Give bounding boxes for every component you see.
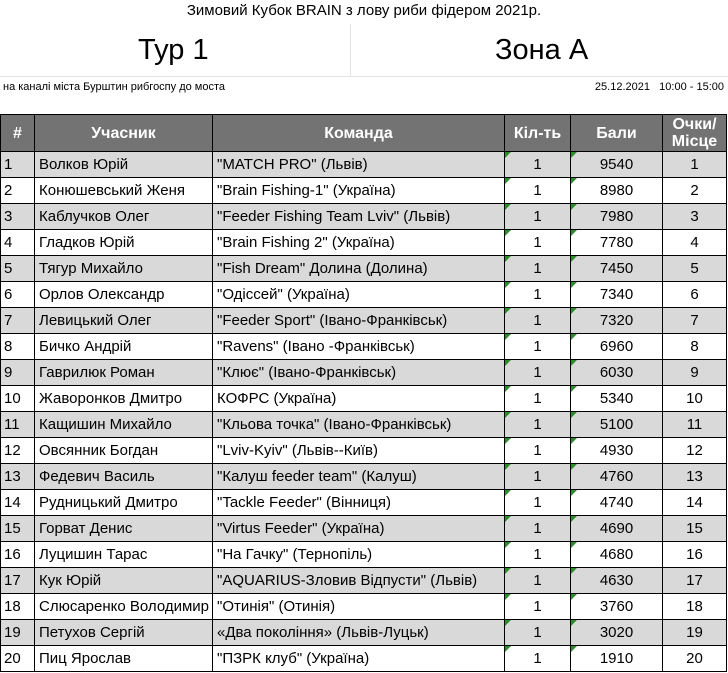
cell-team[interactable]: "AQUARIUS-Зловив Відпусти" (Львів)	[213, 568, 505, 594]
cell-place[interactable]: 9	[663, 360, 727, 386]
cell-participant[interactable]: Гаврилюк Роман	[35, 360, 213, 386]
location-text: на каналі міста Бурштин рибгоспу до моста	[3, 81, 226, 93]
cell-number[interactable]: 15	[1, 516, 35, 542]
cell-points[interactable]: 6030	[571, 360, 663, 386]
cell-place[interactable]: 14	[663, 490, 727, 516]
column-header-number: #	[1, 115, 35, 152]
cell-count[interactable]: 1	[505, 464, 571, 490]
cell-participant[interactable]: Орлов Олександр	[35, 282, 213, 308]
cell-count[interactable]: 1	[505, 204, 571, 230]
cell-place[interactable]: 11	[663, 412, 727, 438]
cell-team[interactable]: "Tackle Feeder" (Вінниця)	[213, 490, 505, 516]
table-row	[1, 360, 727, 386]
cell-count[interactable]: 1	[505, 360, 571, 386]
cell-team[interactable]: "Lviv-Kyiv" (Львів--Київ)	[213, 438, 505, 464]
cell-number[interactable]: 3	[1, 204, 35, 230]
table-row	[1, 230, 727, 256]
cell-place[interactable]: 13	[663, 464, 727, 490]
cell-count[interactable]: 1	[505, 412, 571, 438]
cell-team[interactable]: "Кльова точка" (Івано-Франківськ)	[213, 412, 505, 438]
cell-points[interactable]: 7780	[571, 230, 663, 256]
cell-number[interactable]: 14	[1, 490, 35, 516]
cell-count[interactable]: 1	[505, 646, 571, 672]
zone-label: Зона А	[495, 34, 589, 66]
cell-number[interactable]: 18	[1, 594, 35, 620]
cell-points[interactable]: 6960	[571, 334, 663, 360]
cell-points[interactable]: 7450	[571, 256, 663, 282]
cell-participant[interactable]: Слюсаренко Володимир	[35, 594, 213, 620]
cell-points[interactable]: 5100	[571, 412, 663, 438]
cell-count[interactable]: 1	[505, 256, 571, 282]
cell-team[interactable]: "MATCH PRO" (Львів)	[213, 152, 505, 178]
cell-team[interactable]: "Ravens" (Івано -Франківськ)	[213, 334, 505, 360]
table-row	[1, 386, 727, 412]
table-row	[1, 438, 727, 464]
table-row	[1, 152, 727, 178]
cell-number[interactable]: 5	[1, 256, 35, 282]
cell-number[interactable]: 9	[1, 360, 35, 386]
cell-team[interactable]: "Отинія" (Отинія)	[213, 594, 505, 620]
cell-count[interactable]: 1	[505, 178, 571, 204]
cell-place[interactable]: 7	[663, 308, 727, 334]
cell-participant[interactable]: Бичко Андрій	[35, 334, 213, 360]
cell-points[interactable]: 4930	[571, 438, 663, 464]
table-row	[1, 464, 727, 490]
cell-participant[interactable]: Федевич Василь	[35, 464, 213, 490]
cell-place[interactable]: 4	[663, 230, 727, 256]
column-header-points: Бали	[571, 115, 663, 152]
cell-team[interactable]: «Два покоління» (Львів-Луцьк)	[213, 620, 505, 646]
table-row	[1, 594, 727, 620]
cell-points[interactable]: 8980	[571, 178, 663, 204]
cell-number[interactable]: 2	[1, 178, 35, 204]
table-row	[1, 568, 727, 594]
cell-points[interactable]: 4680	[571, 542, 663, 568]
cell-team[interactable]: "Калуш feeder team" (Калуш)	[213, 464, 505, 490]
cell-participant[interactable]: Конюшевський Женя	[35, 178, 213, 204]
cell-number[interactable]: 6	[1, 282, 35, 308]
cell-team[interactable]: "Feeder Sport" (Івано-Франківськ)	[213, 308, 505, 334]
cell-participant[interactable]: Тягур Михайло	[35, 256, 213, 282]
cell-team[interactable]: "Клює" (Івано-Франківськ)	[213, 360, 505, 386]
cell-count[interactable]: 1	[505, 282, 571, 308]
cell-participant[interactable]: Горват Денис	[35, 516, 213, 542]
cell-team[interactable]: "Одіссей" (Україна)	[213, 282, 505, 308]
table-row	[1, 646, 727, 672]
table-body	[1, 152, 727, 672]
cell-participant[interactable]: Волков Юрій	[35, 152, 213, 178]
date-time	[595, 81, 724, 93]
cell-place[interactable]: 20	[663, 646, 727, 672]
date-text: 25.12.2021	[594, 81, 650, 93]
cell-place[interactable]: 19	[663, 620, 727, 646]
cell-count[interactable]: 1	[505, 152, 571, 178]
table-row	[1, 308, 727, 334]
cell-count[interactable]: 1	[505, 516, 571, 542]
cell-team[interactable]: "Brain Fishing 2" (Україна)	[213, 230, 505, 256]
header-divider-vertical	[350, 24, 351, 76]
cell-participant[interactable]: Рудницький Дмитро	[35, 490, 213, 516]
cell-place[interactable]: 2	[663, 178, 727, 204]
cell-participant[interactable]: Луцишин Тарас	[35, 542, 213, 568]
cell-count[interactable]: 1	[505, 490, 571, 516]
table-row	[1, 256, 727, 282]
cell-team[interactable]: "Fish Dream" Долина (Долина)	[213, 256, 505, 282]
cell-team[interactable]: "Brain Fishing-1" (Україна)	[213, 178, 505, 204]
column-header-place-label: Очки/ Місце	[671, 116, 718, 150]
column-header-place	[663, 115, 727, 152]
cell-count[interactable]: 1	[505, 542, 571, 568]
cell-points[interactable]: 3020	[571, 620, 663, 646]
cell-participant[interactable]: Левицький Олег	[35, 308, 213, 334]
table-header-row	[1, 115, 727, 152]
cell-number[interactable]: 1	[1, 152, 35, 178]
cell-place[interactable]: 1	[663, 152, 727, 178]
cell-points[interactable]: 4630	[571, 568, 663, 594]
table-row	[1, 282, 727, 308]
table-row	[1, 412, 727, 438]
cell-participant[interactable]: Жаворонков Дмитро	[35, 386, 213, 412]
cell-place[interactable]: 16	[663, 542, 727, 568]
table-row	[1, 490, 727, 516]
cell-points[interactable]: 5340	[571, 386, 663, 412]
results-table	[0, 114, 727, 672]
column-header-count: Кіл-ть	[505, 115, 571, 152]
cell-number[interactable]: 12	[1, 438, 35, 464]
cell-place[interactable]: 10	[663, 386, 727, 412]
cell-place[interactable]: 8	[663, 334, 727, 360]
cell-place[interactable]: 5	[663, 256, 727, 282]
table-row	[1, 620, 727, 646]
cell-team[interactable]: "На Гачку" (Тернопіль)	[213, 542, 505, 568]
cell-points[interactable]: 4760	[571, 464, 663, 490]
cell-number[interactable]: 19	[1, 620, 35, 646]
cell-participant[interactable]: Петухов Сергій	[35, 620, 213, 646]
cell-team[interactable]: "Virtus Feeder" (Україна)	[213, 516, 505, 542]
column-header-participant: Учасник	[35, 115, 213, 152]
cell-place[interactable]: 15	[663, 516, 727, 542]
cell-count[interactable]: 1	[505, 386, 571, 412]
cell-number[interactable]: 10	[1, 386, 35, 412]
cell-count[interactable]: 1	[505, 308, 571, 334]
cell-number[interactable]: 20	[1, 646, 35, 672]
cell-count[interactable]: 1	[505, 438, 571, 464]
table-row	[1, 516, 727, 542]
table-row	[1, 204, 727, 230]
page-title: Зимовий Кубок BRAIN з лову риби фідером 2021р.	[186, 2, 542, 19]
cell-points[interactable]: 4690	[571, 516, 663, 542]
cell-participant[interactable]: Кащишин Михайло	[35, 412, 213, 438]
cell-count[interactable]: 1	[505, 568, 571, 594]
cell-count[interactable]: 1	[505, 334, 571, 360]
cell-team[interactable]: "ПЗРК клуб" (Україна)	[213, 646, 505, 672]
table-row	[1, 334, 727, 360]
cell-place[interactable]: 17	[663, 568, 727, 594]
cell-number[interactable]: 4	[1, 230, 35, 256]
cell-place[interactable]: 6	[663, 282, 727, 308]
column-header-team: Команда	[213, 115, 505, 152]
tour-label: Тур 1	[138, 34, 209, 66]
cell-place[interactable]: 18	[663, 594, 727, 620]
cell-participant[interactable]: Гладков Юрій	[35, 230, 213, 256]
cell-number[interactable]: 8	[1, 334, 35, 360]
cell-points[interactable]: 1910	[571, 646, 663, 672]
cell-place[interactable]: 3	[663, 204, 727, 230]
cell-participant[interactable]: Кук Юрій	[35, 568, 213, 594]
cell-points[interactable]: 7320	[571, 308, 663, 334]
time-text: 10:00 - 15:00	[659, 81, 724, 93]
cell-number[interactable]: 7	[1, 308, 35, 334]
cell-team[interactable]: КОФРС (Україна)	[213, 386, 505, 412]
cell-number[interactable]: 17	[1, 568, 35, 594]
cell-count[interactable]: 1	[505, 594, 571, 620]
cell-participant[interactable]: Пиц Ярослав	[35, 646, 213, 672]
cell-points[interactable]: 7340	[571, 282, 663, 308]
cell-participant[interactable]: Каблучков Олег	[35, 204, 213, 230]
cell-number[interactable]: 11	[1, 412, 35, 438]
table-row	[1, 178, 727, 204]
cell-points[interactable]: 9540	[571, 152, 663, 178]
header-divider-horizontal	[0, 76, 728, 77]
cell-count[interactable]: 1	[505, 620, 571, 646]
cell-points[interactable]: 4740	[571, 490, 663, 516]
table-row	[1, 542, 727, 568]
cell-count[interactable]: 1	[505, 230, 571, 256]
cell-team[interactable]: "Feeder Fishing Team Lviv" (Львів)	[213, 204, 505, 230]
cell-number[interactable]: 16	[1, 542, 35, 568]
cell-points[interactable]: 3760	[571, 594, 663, 620]
cell-number[interactable]: 13	[1, 464, 35, 490]
cell-participant[interactable]: Овсянник Богдан	[35, 438, 213, 464]
cell-points[interactable]: 7980	[571, 204, 663, 230]
cell-place[interactable]: 12	[663, 438, 727, 464]
